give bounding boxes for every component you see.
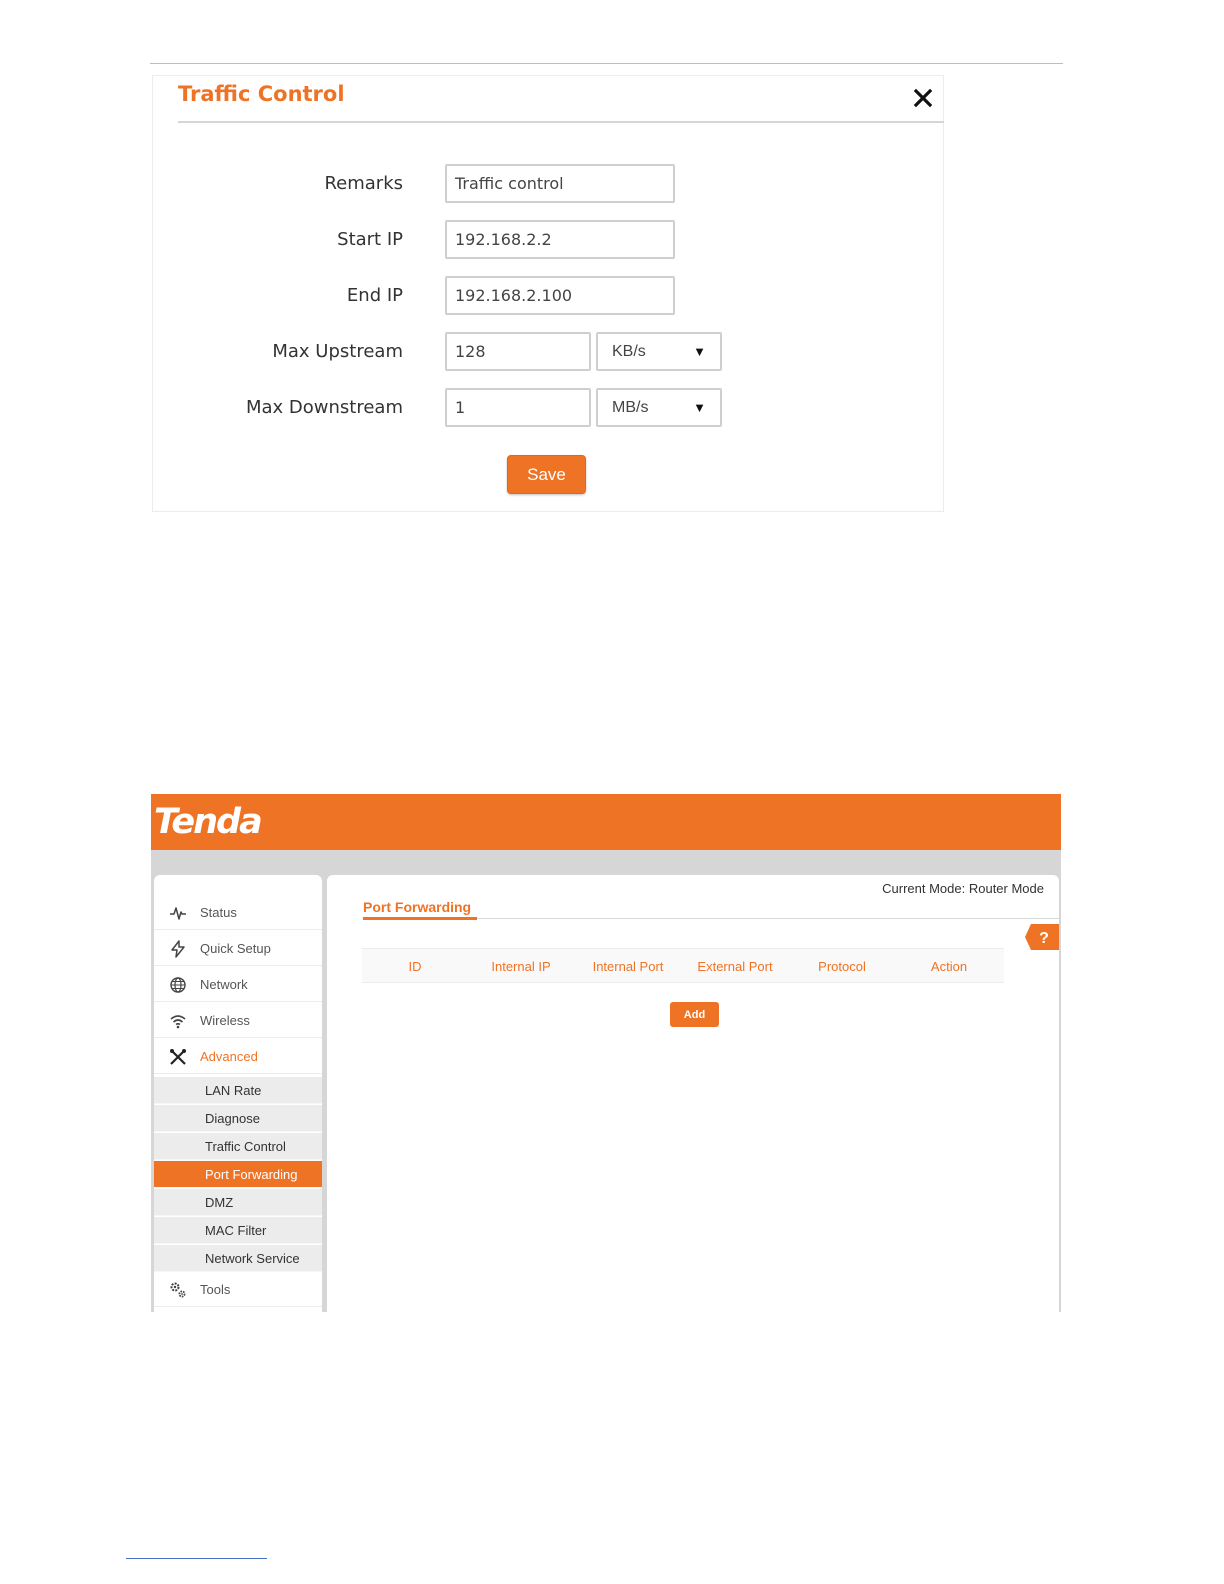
dialog-divider bbox=[178, 121, 944, 123]
remarks-label: Remarks bbox=[324, 173, 403, 194]
end-ip-label: End IP bbox=[346, 285, 403, 306]
max-downstream-label: Max Downstream bbox=[245, 397, 403, 418]
tenda-admin-window bbox=[151, 794, 1061, 1312]
sidebar-subitem-dmz[interactable] bbox=[154, 1189, 322, 1216]
close-icon[interactable] bbox=[911, 86, 935, 110]
footnote-divider bbox=[126, 1558, 267, 1559]
sidebar-item-quick-setup[interactable] bbox=[154, 931, 322, 966]
sidebar-item-network[interactable] bbox=[154, 967, 322, 1002]
sidebar-subitem-mac-filter[interactable] bbox=[154, 1217, 322, 1244]
remarks-input[interactable]: Traffic control bbox=[445, 164, 675, 203]
upstream-unit-value: KB/s bbox=[612, 342, 646, 360]
downstream-unit-select[interactable] bbox=[596, 388, 722, 427]
sidebar-item-label: Network bbox=[200, 977, 248, 992]
sidebar-subitem-network-service[interactable] bbox=[154, 1245, 322, 1272]
help-glyph: ? bbox=[1039, 930, 1049, 947]
tools-icon bbox=[169, 1048, 187, 1066]
sidebar-subitem-label: DMZ bbox=[205, 1195, 234, 1210]
traffic-control-dialog bbox=[152, 75, 944, 512]
current-mode-text: Current Mode: Router Mode bbox=[882, 881, 1044, 896]
dropdown-arrow-icon: ▼ bbox=[693, 344, 706, 359]
sidebar-item-tools[interactable] bbox=[154, 1272, 322, 1307]
column-header-protocol: Protocol bbox=[818, 959, 866, 974]
sidebar-subitem-label: MAC Filter bbox=[205, 1223, 267, 1238]
sidebar-subitem-label: Diagnose bbox=[205, 1111, 260, 1126]
main-panel bbox=[327, 875, 1059, 1312]
sidebar bbox=[154, 875, 322, 1312]
sidebar-item-label: Advanced bbox=[200, 1049, 258, 1064]
lightning-icon bbox=[169, 940, 187, 958]
max-upstream-input[interactable]: 128 bbox=[445, 332, 591, 371]
save-button[interactable]: Save bbox=[507, 455, 586, 494]
page-title: Port Forwarding bbox=[363, 899, 472, 915]
sidebar-subitem-label: Traffic Control bbox=[205, 1139, 286, 1154]
sidebar-item-status[interactable] bbox=[154, 895, 322, 930]
max-upstream-label: Max Upstream bbox=[272, 341, 403, 362]
sidebar-item-wireless[interactable] bbox=[154, 1003, 322, 1038]
end-ip-input[interactable]: 192.168.2.100 bbox=[445, 276, 675, 315]
sidebar-subitem-port-forwarding[interactable] bbox=[154, 1161, 322, 1188]
downstream-unit-value: MB/s bbox=[612, 398, 649, 416]
tenda-logo: Tenda bbox=[154, 802, 261, 842]
pulse-icon bbox=[169, 904, 187, 922]
start-ip-input[interactable]: 192.168.2.2 bbox=[445, 220, 675, 259]
sidebar-item-label: Status bbox=[200, 905, 237, 920]
wifi-icon bbox=[169, 1012, 187, 1030]
sidebar-subitem-label: Network Service bbox=[205, 1251, 300, 1266]
app-header bbox=[151, 794, 1061, 850]
max-downstream-input[interactable]: 1 bbox=[445, 388, 591, 427]
help-icon[interactable] bbox=[1025, 924, 1059, 950]
column-header-external-port: External Port bbox=[697, 959, 773, 974]
title-underline bbox=[363, 917, 477, 920]
sidebar-subitem-lan-rate[interactable] bbox=[154, 1077, 322, 1104]
add-button[interactable]: Add bbox=[670, 1002, 719, 1027]
sidebar-subitem-label: Port Forwarding bbox=[205, 1167, 298, 1182]
start-ip-label: Start IP bbox=[337, 229, 403, 250]
sidebar-item-label: Tools bbox=[200, 1282, 231, 1297]
sidebar-subitem-diagnose[interactable] bbox=[154, 1105, 322, 1132]
sidebar-item-advanced[interactable] bbox=[154, 1039, 322, 1074]
dialog-title: Traffic Control bbox=[178, 82, 345, 106]
globe-icon bbox=[169, 976, 187, 994]
table-header bbox=[362, 948, 1004, 983]
column-header-action: Action bbox=[930, 959, 968, 974]
top-divider bbox=[150, 63, 1063, 64]
sidebar-item-label: Wireless bbox=[200, 1013, 250, 1028]
sidebar-subitem-traffic-control[interactable] bbox=[154, 1133, 322, 1160]
upstream-unit-select[interactable] bbox=[596, 332, 722, 371]
column-header-internal-ip: Internal IP bbox=[491, 959, 551, 974]
sidebar-item-label: Quick Setup bbox=[200, 941, 271, 956]
column-header-id: ID bbox=[408, 959, 422, 974]
column-header-internal-port: Internal Port bbox=[592, 959, 664, 974]
gears-icon bbox=[169, 1281, 187, 1299]
sidebar-subitem-label: LAN Rate bbox=[205, 1083, 262, 1098]
dropdown-arrow-icon: ▼ bbox=[693, 400, 706, 415]
